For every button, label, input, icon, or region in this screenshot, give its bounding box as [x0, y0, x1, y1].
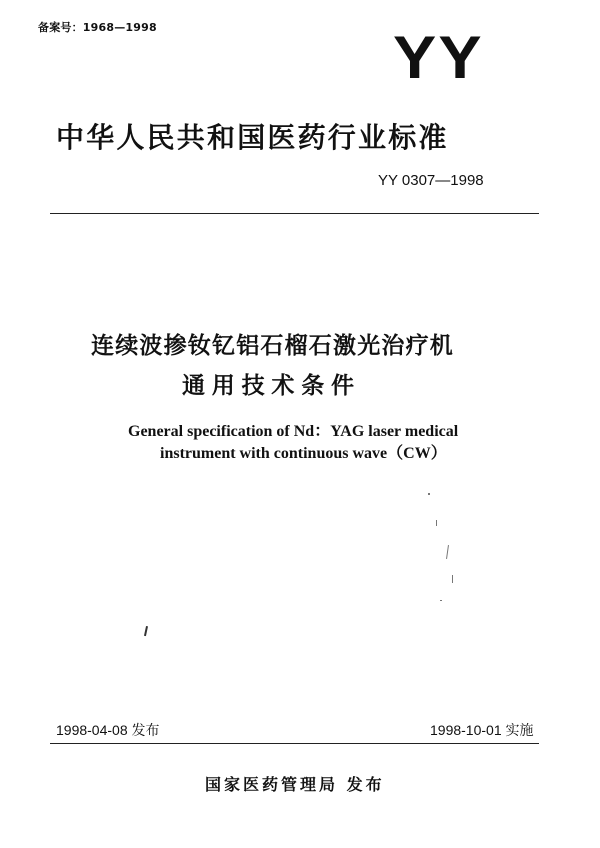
header-divider: [50, 213, 539, 214]
footer-divider: [50, 743, 539, 744]
scan-speck: [428, 493, 430, 495]
document-title-en-line1: General specification of Nd：YAG laser medical: [128, 423, 459, 440]
record-number: 备案号：1968—1998: [38, 21, 157, 34]
issuing-authority: 国家医药管理局 发布: [205, 775, 385, 794]
issue-date: 1998-04-08 发布: [56, 722, 160, 738]
scan-speck: [436, 520, 437, 526]
scan-speck: [452, 575, 453, 583]
implementation-date: 1998-10-01 实施: [430, 722, 534, 738]
standard-code: YY 0307—1998: [378, 172, 484, 189]
document-title-cn-line2: 通用技术条件: [182, 373, 361, 399]
scan-speck: [144, 626, 148, 636]
document-title-en-line2: instrument with continuous wave（CW）: [160, 445, 447, 462]
scan-speck: [446, 545, 449, 559]
standard-logo: YY: [393, 24, 484, 91]
standard-category-title: 中华人民共和国医药行业标准: [56, 121, 449, 154]
document-title-cn-line1: 连续波掺钕钇铝石榴石激光治疗机: [91, 333, 454, 359]
scan-speck: [440, 600, 442, 601]
